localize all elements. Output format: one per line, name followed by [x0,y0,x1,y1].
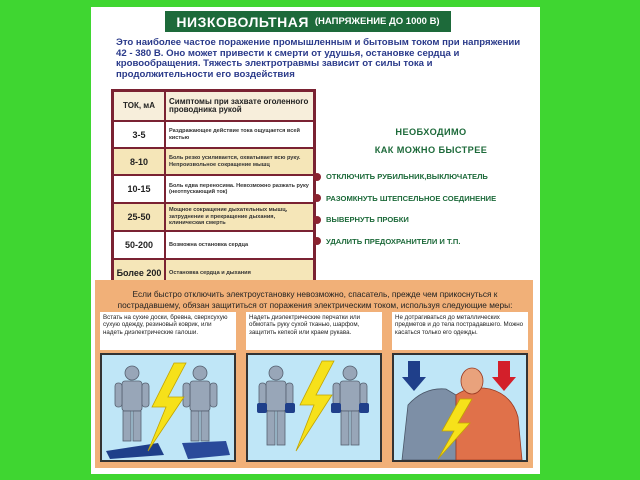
row-symptom: Раздражающее действие тока ощущается всей кистью [165,121,314,148]
row-current: 50-200 [113,231,165,259]
protection-panel [95,280,533,468]
intro-paragraph: Это наиболее частое поражение промышленным и бытовым током при напряжении 42 - 380 В. Оно может привести к смерти от удушья, остановке сердца и кровообращения. Тяжесть электротравмы зависит от силы тока и продолжительности его воздействия [116,37,521,80]
table-row [113,203,314,231]
action-item [313,231,533,253]
urgent-line-2: КАК МОЖНО БЫСТРЕЕ [374,145,488,155]
rescuer-on-mat-icon [102,355,234,460]
poster-subtitle: (НАПРЯЖЕНИЕ ДО 1000 В) [314,16,440,27]
table-row [113,148,314,175]
row-symptom: Мощное сокращение дыхательных мышц, затруднение и прекращение дыхания, клиническая смерть [165,203,314,231]
illustration-gloves [246,353,382,462]
table-row [113,231,314,259]
action-text: ВЫВЕРНУТЬ ПРОБКИ [326,215,409,225]
illustration-dry-mat [100,353,236,462]
rescuer-with-gloves-icon [248,355,380,460]
row-current: 10-15 [113,175,165,203]
row-current: Более 200 [113,259,165,287]
bullet-icon [313,216,321,224]
poster-title: НИЗКОВОЛЬТНАЯ [176,13,309,30]
row-current: 25-50 [113,203,165,231]
header-current: ТОК, мА [113,91,165,121]
action-text: РАЗОМКНУТЬ ШТЕПСЕЛЬНОЕ СОЕДИНЕНИЕ [326,193,497,203]
row-symptom: Возможна остановка сердца [165,231,314,259]
warning-text: Если быстро отключить электроустановку невозможно, спасатель, прежде чем прикоснуться к пострадавшему, обязан защититься от поражения электрическим током, используя следующие меры: [117,289,513,310]
tip-insulated-hands: Надеть диэлектрические перчатки или обмотать руку сухой тканью, шарфом, защитить кепкой или краем рукава. [246,312,382,350]
illustration-clothes-only [392,353,528,462]
action-item [313,188,533,210]
touch-clothes-icon [394,355,526,460]
action-text: ОТКЛЮЧИТЬ РУБИЛЬНИК,ВЫКЛЮЧАТЕЛЬ [326,172,488,182]
row-symptom: Боль едва переносима. Невозможно разжать руку (неотпускающий ток) [165,175,314,203]
action-text: УДАЛИТЬ ПРЕДОХРАНИТЕЛИ И Т.П. [326,236,461,246]
action-item [313,166,533,188]
row-symptom: Остановка сердца и дыхания [165,259,314,287]
table-row [113,175,314,203]
row-symptom: Боль резко усиливается, охватывает всю руку. Непроизвольное сокращение мышц [165,148,314,175]
safety-poster [91,7,540,474]
bullet-icon [313,237,321,245]
urgent-line-1: НЕОБХОДИМО [395,127,467,137]
action-list [313,166,533,252]
bullet-icon [313,194,321,202]
tip-dry-surface: Встать на сухие доски, бревна, сверхсухую сухую одежду, резиновый коврик, или надеть диэлектрические галоши. [100,312,236,350]
bullet-icon [313,173,321,181]
table-row [113,121,314,148]
header-symptoms: Симптомы при захвате оголенного проводника рукой [165,91,314,121]
row-current: 3-5 [113,121,165,148]
table-header-row [113,91,314,121]
urgent-heading [336,123,526,159]
title-bar [165,11,451,32]
row-current: 8-10 [113,148,165,175]
action-item [313,209,533,231]
tip-touch-clothes-only: Не дотрагиваться до металлических предметов и до тела пострадавшего. Можно касаться только его одежды. [392,312,528,350]
current-symptoms-table [111,89,316,289]
